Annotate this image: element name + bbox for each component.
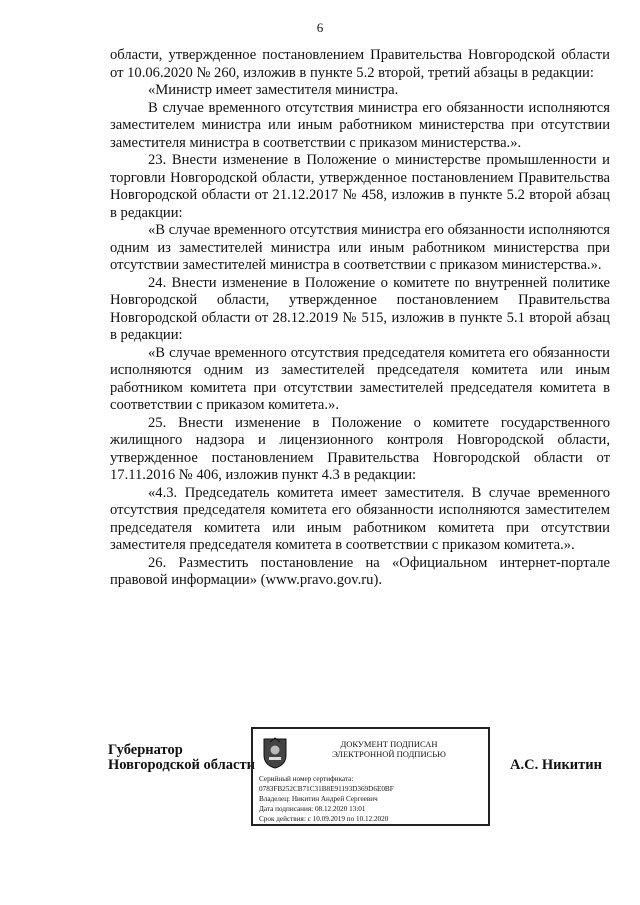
paragraph-quote: «В случае временного отсутствия министра его обязанности исполняются одним из заместителей министра или иным работником министерства при отсутствии заместителей министра в соответствии с приказом министерства.». bbox=[110, 222, 610, 273]
certificate-label: Серийный номер сертификата: bbox=[259, 775, 354, 783]
certificate-validity: Срок действия: с 10.09.2019 по 10.12.2020 bbox=[259, 815, 389, 823]
page-number: 6 bbox=[316, 20, 324, 35]
stamp-header-line2: ЭЛЕКТРОННОЙ ПОДПИСЬЮ bbox=[332, 749, 446, 759]
coat-of-arms-icon bbox=[261, 736, 289, 769]
signatory-position-line1: Губернатор bbox=[108, 742, 183, 758]
signatory-position-line2: Новгородской области bbox=[108, 757, 255, 773]
stamp-header bbox=[289, 739, 489, 759]
paragraph-quote: В случае временного отсутствия министра его обязанности исполняются заместителем министра или иным работником министерства при отсутствии заместителя министра в соответствии с приказом министерства.». bbox=[110, 99, 610, 151]
stamp-header-line1: ДОКУМЕНТ ПОДПИСАН bbox=[340, 739, 438, 749]
paragraph-item-23: 23. Внести изменение в Положение о министерстве промышленности и торговли Новгородской области, утвержденное постановлением Правительства Новгородской области от 21.12.2017 № 458, изложив в пункте 5.2 второй абзац в редакции: bbox=[110, 152, 610, 221]
paragraph-continuation: области, утвержденное постановлением Правительства Новгородской области от 10.06.2020 № 260, изложив в пункте 5.2 второй, третий абзацы в редакции: bbox=[110, 47, 610, 81]
certificate-owner: Владелец: Никитин Андрей Сергеевич bbox=[259, 795, 378, 803]
certificate-number: 0783FB252CB71C31B8E91193D369D6E0BF bbox=[259, 785, 394, 793]
signatory-position bbox=[108, 743, 255, 773]
paragraph-quote: «4.3. Председатель комитета имеет заместителя. В случае временного отсутствия председателя комитета его обязанности исполняются заместителем председателя комитета или иным работником комитета при отсутствии заместителя председателя комитета в соответствии с приказом комитета.». bbox=[110, 484, 610, 553]
paragraph-quote: «Министр имеет заместителя министра. bbox=[148, 82, 399, 98]
document-body bbox=[110, 47, 610, 590]
signatory-name: А.С. Никитин bbox=[510, 757, 602, 773]
paragraph-item-25: 25. Внести изменение в Положение о комитете государственного жилищного надзора и лицензионного контроля Новгородской области, утвержденное постановлением Правительства Новгородской области от 17.11.2016 № 406, изложив пункт 4.3 в редакции: bbox=[110, 414, 610, 483]
signing-date: Дата подписания: 08.12.2020 13:01 bbox=[259, 805, 366, 813]
stamp-details bbox=[259, 774, 487, 824]
paragraph-item-24: 24. Внести изменение в Положение о комитете по внутренней политике Новгородской области, утвержденное постановлением Правительства Новгородской области от 28.12.2019 № 515, изложив в пункте 5.1 второй абзац в редакции: bbox=[110, 274, 610, 343]
digital-signature-stamp bbox=[251, 727, 490, 826]
paragraph-item-26: 26. Разместить постановление на «Официальном интернет-портале правовой информации» (www.pravo.gov.ru). bbox=[110, 554, 610, 588]
paragraph-quote: «В случае временного отсутствия председателя комитета его обязанности исполняются одним из заместителей председателя комитета или иным работником комитета при отсутствии заместителей председателя комитета в соответствии с приказом комитета.». bbox=[110, 344, 610, 413]
